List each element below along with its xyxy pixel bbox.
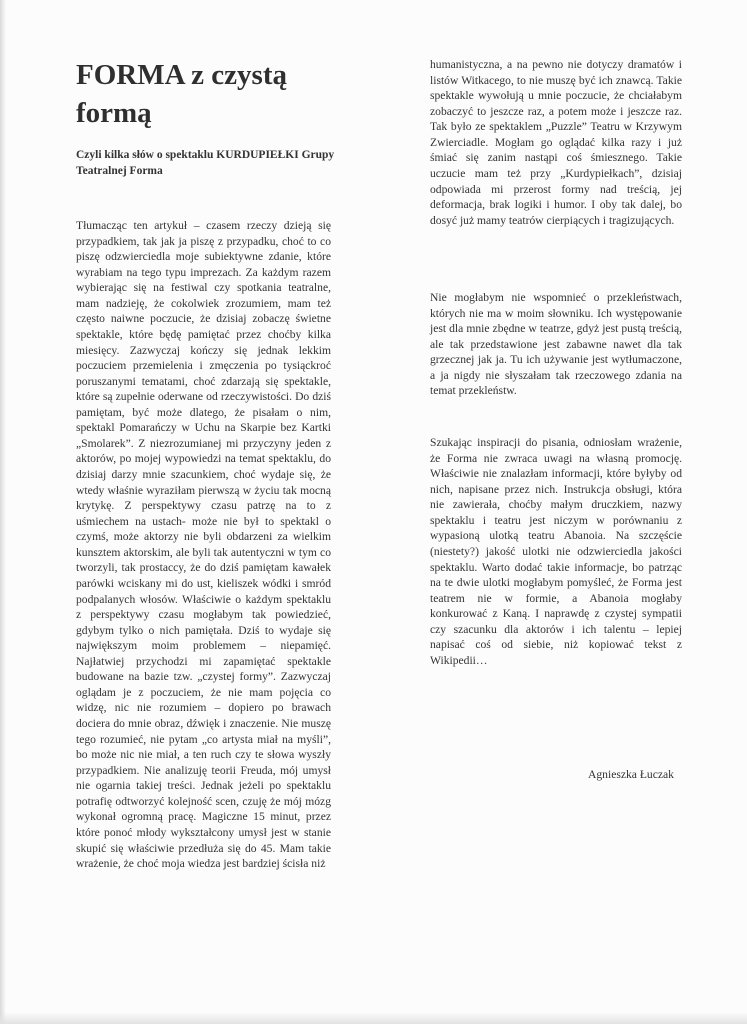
scan-bottom-edge-shadow [0,1012,747,1024]
article-subtitle: Czyli kilka słów o spektaklu KURDUPIEŁKI Grupy Teatralnej Forma [76,149,335,177]
left-column-text: Tłumacząc ten artykuł – czasem rzeczy dzieją się przypadkiem, tak jak ja piszę z przypadku, choć to co piszę odzwierciedla moje subiektywne zdanie, które wyrabiam na tego typu imprezach. Za każdym razem wybierając się na festiwal czy spotkania teatralne, mam nadzieję, że cokolwiek zrozumiem, mam też często naiwne poczucie, że dzisiaj zobaczę świetne spektakle, które będę pamiętać przez choćby kilka miesięcy. Zazwyczaj kończy się jednak lekkim poczuciem przemielenia i zmęczenia po tysiąckroć poruszanymi tematami, choć zdarzają się spektakle, które są zupełnie oderwane od rzeczywistości. Do dziś pamiętam, być może dlatego, że pisałam o nim, spektakl Pomarańczy w Uchu na Skarpie bez Kartki „Smolarek”. Z niezrozumianej mi przyczyny jeden z aktorów, po mojej wypowiedzi na temat spektaklu, do dzisiaj darzy mnie szacunkiem, choć wydaje się, że wtedy właśnie wyraziłam pierwszą w życiu tak mocną krytykę. Z perspektywy czasu patrzę na to z uśmiechem na ustach- może nie był to spektakl o czymś, może aktorzy nie byli obdarzeni za wielkim kunsztem aktorskim, ale byli tak autentyczni w tym co tworzyli, tak prostaccy, że do dziś pamiętam kawałek parówki wciskany mi do ust, kieliszek wódki i smród podpalanych włosów. Właściwie o każdym spektaklu z perspektywy czasu mogłabym tak powiedzieć, gdybym tylko o nich pamiętała. Dziś to wydaje się największym moim problemem – niepamięć. Najłatwiej przychodzi mi zapamiętać spektakle budowane na bazie tzw. „czystej formy”. Zazwyczaj oglądam je z poczuciem, że nie mam pojęcia co widzę, nic nie rozumiem – dopiero po brawach dociera do mnie obraz, dźwięk i znaczenie. Nie muszę tego rozumieć, nie pytam „co artysta miał na myśli”, bo może nic nie miał, a ten ruch czy te słowa wyszły przypadkiem. Nie analizuję teorii Freuda, mój umysł nie ogarnia takiej treści. Jednak jeżeli po spektaklu potrafię odtworzyć kolejność scen, czuję że mój mózg wykonał ogromną pracę. Magiczne 15 minut, przez które ponoć młody wykształcony umysł jest w stanie skupić się właściwie przedłuża się do 45. Mam takie wrażenie, że choć moja wiedza jest bardziej ścisła niż [76,219,331,871]
author-signature: Agnieszka Łuczak [588,768,674,781]
article-title: FORMA z czystą formą [76,59,287,129]
right-column-paragraph-2: Nie mogłabym nie wspomnieć o przekleństwach, których nie ma w moim słowniku. Ich występowanie jest dla mnie zbędne w teatrze, gdyż jest pustą treścią, ale tak przedstawione jest zabawne nawet dla tak grzecznej jak ja. Tu ich używanie jest wytłumaczone, a ja nigdy nie słyszałam tak rzeczowego zdania na temat przekleństw. [430,291,682,398]
right-column-paragraph-1: humanistyczna, a na pewno nie dotyczy dramatów i listów Witkacego, to nie muszę być ich znawcą. Takie spektakle wywołują u mnie poczucie, że chciałabym zobaczyć to jeszcze raz, a potem może i jeszcze raz. Tak było ze spektaklem „Puzzle” Teatru w Krzywym Zwierciadle. Mogłam go oglądać kilka razy i już śmiać się zanim nastąpi coś śmiesznego. Takie uczucie mam też przy „Kurdypiełkach”, dzisiaj odpowiada mi przerost formy nad treścią, jej deformacja, brak logiki i humor. I oby tak dalej, bo dosyć już mamy teatrów cierpiących i tragizujących. [430,58,682,227]
scan-left-edge-shadow [0,0,6,1024]
right-column-paragraph-3: Szukając inspiracji do pisania, odniosłam wrażenie, że Forma nie zwraca uwagi na własną promocję. Właściwie nie znalazłam informacji, które byłyby od nich, napisane przez nich. Instrukcja obsługi, która nie zawierała, choćby małym druczkiem, nazwy spektaklu i teatru jest niczym w porównaniu z wypasioną ulotką teatru Abanoia. Na szczęście (niestety?) jakość ulotki nie odzwierciedla jakości spektaklu. Warto dodać takie informacje, bo patrząc na te dwie ulotki mogłabym pomyśleć, że Forma jest teatrem nie w formie, a Abanoia mogłaby konkurować z Kaną. I naprawdę z czystej sympatii czy szacunku dla aktorów i ich talentu – lepiej napisać coś od siebie, niż kopiować tekst z Wikipedii… [430,436,682,667]
